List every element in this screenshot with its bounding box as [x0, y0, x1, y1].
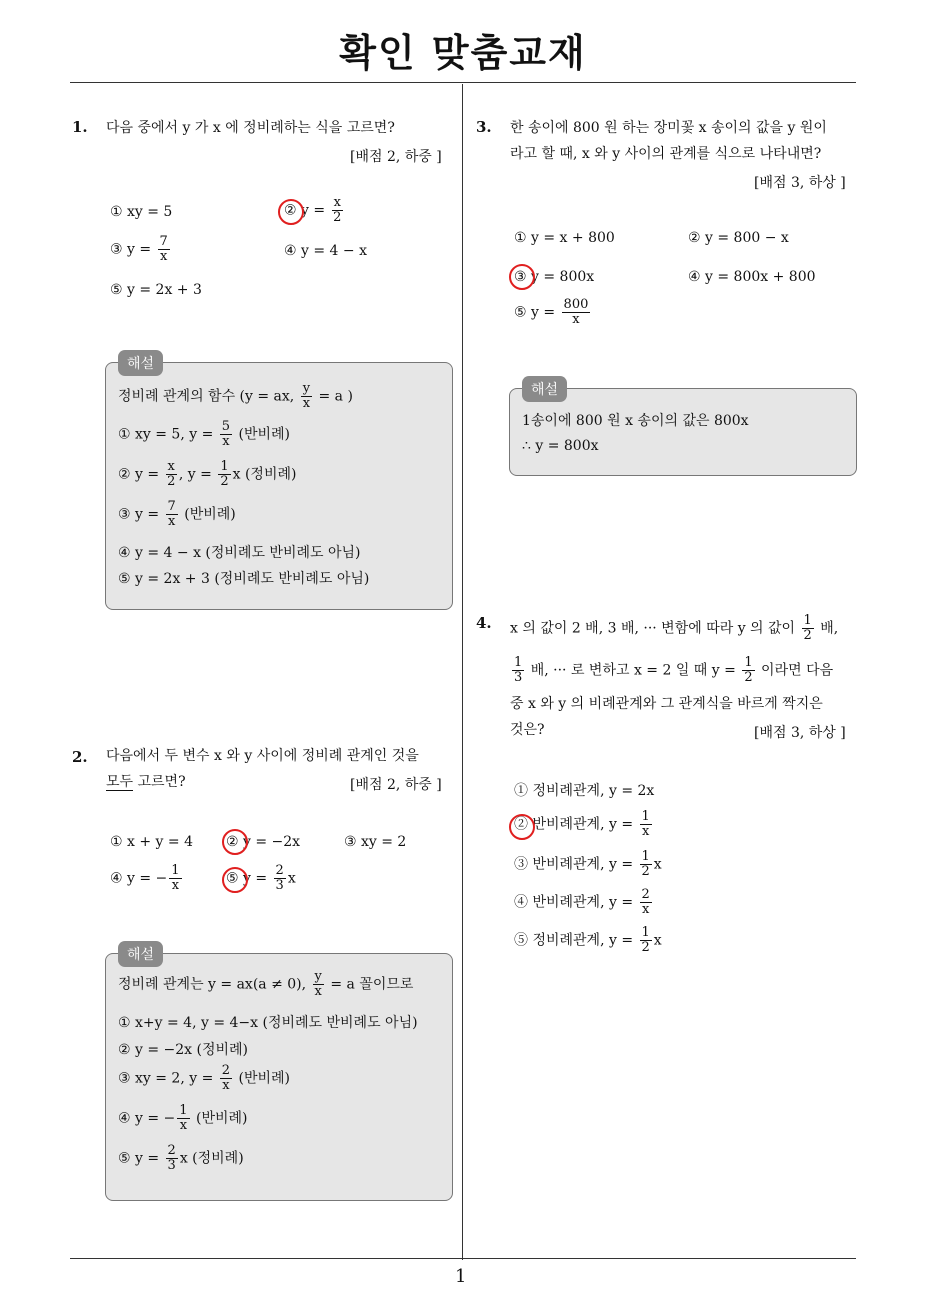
- q2-number: 2.: [72, 748, 88, 766]
- q2-sol-line-6: ⑤ y = $\frac{2}{3}$ x (정비례): [118, 1143, 244, 1173]
- q4-option-5[interactable]: ⑤ 정비례관계, y = $\frac{1}{2}$ x: [514, 925, 662, 955]
- q2-sol-line-1: 정비례 관계는 y = ax(a ≠ 0), $\frac{y}{x}$ = a 꼴이므로: [118, 969, 414, 999]
- answer-mark-circle: [278, 199, 304, 225]
- q3-solution-tag: 해설: [522, 376, 567, 402]
- q3-score: [배점 3, 하상 ]: [754, 175, 846, 191]
- q1-option-3[interactable]: ③ y = $\frac{7}{x}$: [110, 234, 168, 264]
- answer-mark-circle: [509, 264, 535, 290]
- answer-mark-circle: [222, 867, 248, 893]
- column-divider: [462, 84, 463, 1260]
- q4-option-3[interactable]: ③ 반비례관계, y = $\frac{1}{2}$ x: [514, 849, 662, 879]
- q2-solution-tag: 해설: [118, 941, 163, 967]
- q4-score: [배점 3, 하상 ]: [754, 725, 846, 741]
- q1-option-1[interactable]: ① xy = 5: [110, 204, 173, 220]
- q1-text: 다음 중에서 y 가 x 에 정비례하는 식을 고르면?: [106, 120, 395, 136]
- q4-option-1[interactable]: ① 정비례관계, y = 2x: [514, 783, 655, 799]
- q1-number: 1.: [72, 118, 88, 136]
- q3-text-2: 라고 할 때, x 와 y 사이의 관계를 식으로 나타내면?: [510, 146, 822, 162]
- q4-text-2: $\frac{1}{3}$ 배, ··· 로 변하고 x = 2 일 때 y = $\frac{1}{2}$ 이라면 다음: [514, 655, 834, 685]
- answer-mark-circle: [509, 814, 535, 840]
- q4-text-3: 중 x 와 y 의 비례관계와 그 관계식을 바르게 짝지은: [510, 696, 823, 712]
- q3-sol-line-2: ∴ y = 800x: [522, 438, 599, 454]
- q3-option-4[interactable]: ④ y = 800x + 800: [688, 269, 816, 285]
- q1-sol-line-5: ④ y = 4 − x (정비례도 반비례도 아님): [118, 545, 361, 561]
- q3-sol-line-1: 1송이에 800 원 x 송이의 값은 800x: [522, 413, 749, 429]
- q2-text-1: 다음에서 두 변수 x 와 y 사이에 정비례 관계인 것을: [106, 748, 419, 764]
- q1-sol-line-4: ③ y = $\frac{7}{x}$ (반비례): [118, 499, 236, 529]
- q4-number: 4.: [476, 614, 492, 632]
- q2-option-5[interactable]: ⑤ y = $\frac{2}{3}$ x: [226, 863, 296, 893]
- q4-text-4: 것은?: [510, 722, 545, 738]
- q2-sol-line-3: ② y = −2x (정비례): [118, 1042, 249, 1058]
- q4-option-2[interactable]: ② 반비례관계, y = $\frac{1}{x}$: [514, 809, 650, 839]
- q2-sol-line-4: ③ xy = 2, y = $\frac{2}{x}$ (반비례): [118, 1063, 291, 1093]
- q3-option-5[interactable]: ⑤ y = $\frac{800}{x}$: [514, 297, 589, 327]
- q1-sol-line-1: 정비례 관계의 함수 (y = ax, $\frac{y}{x}$ = a ): [118, 381, 353, 411]
- q3-option-1[interactable]: ① y = x + 800: [514, 230, 615, 246]
- q4-option-4[interactable]: ④ 반비례관계, y = $\frac{2}{x}$: [514, 887, 650, 917]
- page-title: 확인 맞춤교재: [339, 31, 587, 75]
- q3-text-1: 한 송이에 800 원 하는 장미꽃 x 송이의 값을 y 원이: [510, 120, 827, 136]
- q1-sol-line-2: ① xy = 5, y = $\frac{5}{x}$ (반비례): [118, 419, 291, 449]
- q2-option-3[interactable]: ③ xy = 2: [344, 834, 407, 850]
- answer-mark-circle: [222, 829, 248, 855]
- q3-option-2[interactable]: ② y = 800 − x: [688, 230, 789, 246]
- q1-option-2[interactable]: ② y = $\frac{x}{2}$: [284, 195, 342, 225]
- q3-option-3[interactable]: ③ y = 800x: [514, 269, 595, 285]
- q2-option-2[interactable]: ② y = −2x: [226, 834, 301, 850]
- q1-option-4[interactable]: ④ y = 4 − x: [284, 243, 367, 259]
- q2-text-2: 모두 고르면?: [106, 774, 186, 790]
- q1-option-2-num: ②: [284, 202, 297, 219]
- q1-sol-line-6: ⑤ y = 2x + 3 (정비례도 반비례도 아님): [118, 571, 370, 587]
- q2-sol-line-5: ④ y = − $\frac{1}{x}$ (반비례): [118, 1103, 248, 1133]
- footer-rule: [70, 1258, 856, 1259]
- page-number: 1: [455, 1266, 467, 1287]
- q3-number: 3.: [476, 118, 492, 136]
- q2-option-1[interactable]: ① x + y = 4: [110, 834, 193, 850]
- q1-sol-line-3: ② y = $\frac{x}{2}$ , y = $\frac{1}{2}$ x (정비례): [118, 459, 297, 489]
- q1-score: [배점 2, 하중 ]: [350, 149, 442, 165]
- q1-solution-tag: 해설: [118, 350, 163, 376]
- header-rule: [70, 82, 856, 83]
- q1-option-5[interactable]: ⑤ y = 2x + 3: [110, 282, 202, 298]
- q2-sol-line-2: ① x+y = 4, y = 4−x (정비례도 반비례도 아님): [118, 1015, 418, 1031]
- q4-text-1: x 의 값이 2 배, 3 배, ··· 변함에 따라 y 의 값이 $\frac{1}{2}$ 배,: [510, 613, 839, 643]
- q2-option-4[interactable]: ④ y = − $\frac{1}{x}$: [110, 863, 180, 893]
- q2-score: [배점 2, 하중 ]: [350, 777, 442, 793]
